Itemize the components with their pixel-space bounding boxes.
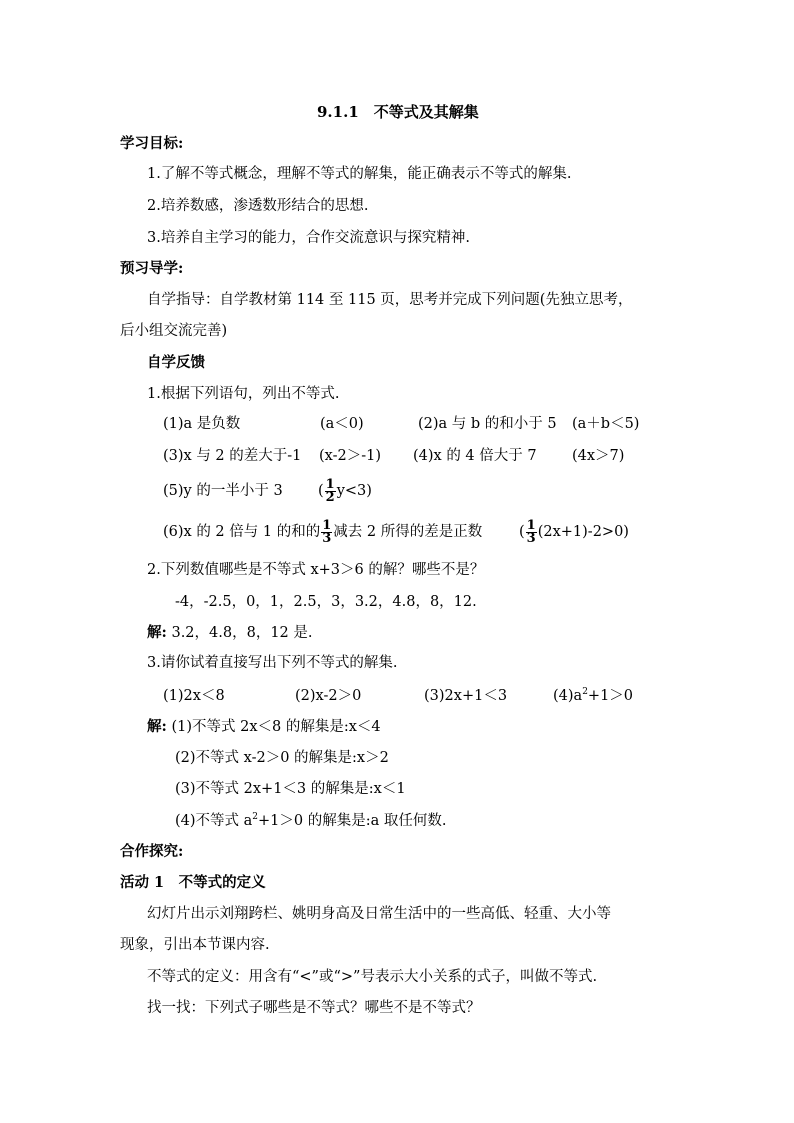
question-3-stem: 3.请你试着直接写出下列不等式的解集.: [147, 655, 398, 671]
answer-rest: y<3): [336, 483, 372, 499]
q1-answer-4: (4x＞7): [572, 448, 625, 464]
inequality-definition: 不等式的定义：用含有“<”或“>”号表示大小关系的式子，叫做不等式.: [147, 969, 598, 985]
fraction-one-half: $\frac{1}{2}$: [325, 476, 335, 505]
q1-item-4: (4)x 的 4 倍大于 7: [413, 448, 537, 464]
q3-problem-2: (2)x-2＞0: [295, 688, 362, 704]
q3-problem-1: (1)2x＜8: [163, 688, 225, 704]
page-title: 9.1.1 不等式及其解集: [317, 103, 479, 121]
question-1-stem: 1.根据下列语句，列出不等式.: [147, 386, 340, 402]
q1-answer-3: (x-2＞-1): [319, 448, 381, 464]
paren-open: (: [318, 483, 324, 499]
q3-problem-4: $(4)a^2+1>0$: [553, 687, 634, 704]
goal-item-2: 2.培养数感，渗透数形结合的思想.: [147, 198, 369, 214]
explore-heading: 合作探究:: [120, 843, 184, 860]
activity-1-heading: 活动 1 不等式的定义: [120, 874, 266, 891]
q3-solution-3: (3)不等式 2x+1＜3 的解集是:x＜1: [175, 781, 406, 797]
q1-answer-5: [318, 471, 372, 511]
q3-problem-3: (3)2x+1＜3: [424, 688, 508, 704]
question-2-stem: 2.下列数值哪些是不等式 x+3＞6 的解？哪些不是？: [147, 562, 485, 578]
q1-item-5: (5)y 的一半小于 3: [163, 483, 283, 499]
fraction-one-third-answer: $\frac{1}{3}$: [526, 517, 536, 546]
goal-item-1: 1.了解不等式概念，理解不等式的解集，能正确表示不等式的解集.: [147, 166, 572, 182]
self-study-guide: 自学指导：自学教材第 114 至 115 页，思考并完成下列问题(先独立思考，: [147, 292, 633, 308]
find-prompt: 找一找：下列式子哪些是不等式？哪些不是不等式？: [147, 1000, 481, 1016]
q2-answer: 解: 3.2，4.8，8，12 是.: [147, 624, 313, 641]
answer-label: 解:: [147, 624, 167, 641]
goals-heading: 学习目标:: [120, 135, 184, 152]
q3-solution-2: (2)不等式 x-2＞0 的解集是:x＞2: [175, 750, 389, 766]
preview-heading: 预习导学:: [120, 260, 184, 277]
q1-answer-1: (a＜0): [320, 416, 364, 432]
q1-answer-2: (a＋b＜5): [572, 416, 640, 432]
fraction-one-third: $\frac{1}{3}$: [322, 517, 332, 546]
goal-item-3: 3.培养自主学习的能力，合作交流意识与探究精神.: [147, 230, 470, 246]
q1-item-3: (3)x 与 2 的差大于-1: [163, 448, 302, 464]
self-study-guide-cont: 后小组交流完善): [120, 323, 228, 339]
feedback-heading: 自学反馈: [147, 354, 205, 371]
q2-values: -4，-2.5，0，1，2.5，3，3.2，4.8，8，12.: [175, 594, 477, 610]
q1-answer-6: ( $\frac{1}{3}$ (2x+1)-2>0): [519, 517, 629, 546]
q1-item-1: (1)a 是负数: [163, 416, 241, 432]
q3-solution-4: (4)不等式 $a^2+1>0$ 的解集是:a 取任何数.: [175, 812, 447, 829]
activity-paragraph-cont: 现象，引出本节课内容.: [120, 937, 270, 953]
q3-solution-1: 解: (1)不等式 2x＜8 的解集是:x＜4: [147, 718, 381, 735]
q1-item-2: (2)a 与 b 的和小于 5: [418, 416, 557, 432]
activity-paragraph: 幻灯片出示刘翔跨栏、姚明身高及日常生活中的一些高低、轻重、大小等: [147, 906, 611, 922]
q1-item-6: (6)x 的 2 倍与 1 的和的 $\frac{1}{3}$ 减去 2 所得的差是正数: [163, 517, 483, 546]
answer-label: 解:: [147, 718, 167, 735]
